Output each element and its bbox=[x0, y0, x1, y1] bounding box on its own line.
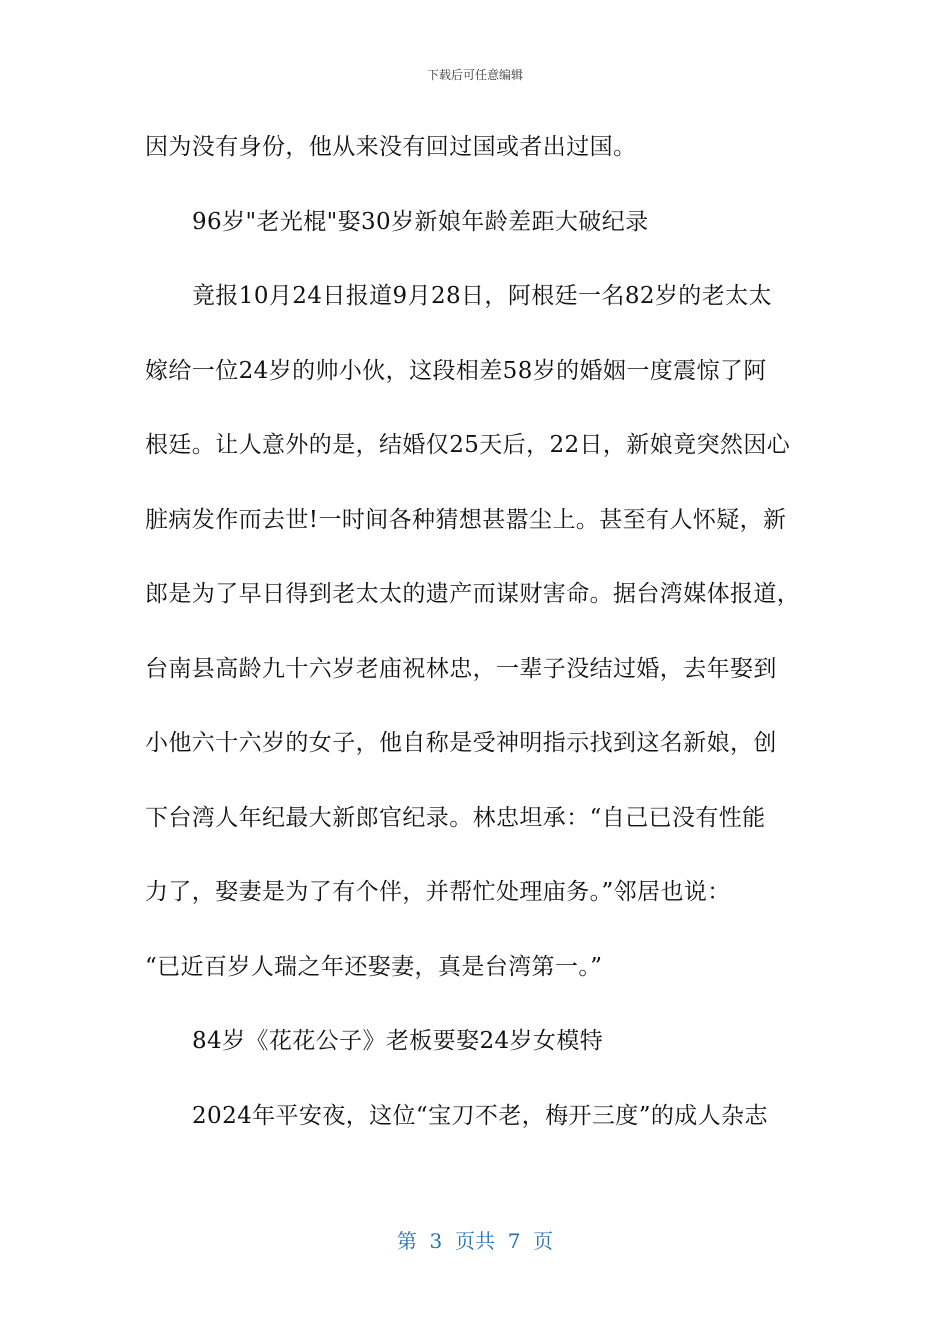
document-body bbox=[145, 120, 810, 1163]
text-line: 下台湾人年纪最大新郎官纪录。林忠坦承：“自己已没有性能 bbox=[145, 804, 766, 831]
text-line: 因为没有身份，他从来没有回过国或者出过国。 bbox=[145, 134, 637, 160]
text-line: “已近百岁人瑞之年还娶妻，真是台湾第一。” bbox=[145, 953, 603, 980]
text-line: 竟报10月24日报道9月28日，阿根廷一名82岁的老太太 bbox=[192, 283, 772, 309]
text-line: 根廷。让人意外的是，结婚仅25天后，22日，新娘竟突然因心 bbox=[145, 432, 791, 458]
text-line: 嫁给一位24岁的帅小伙，这段相差58岁的婚姻一度震惊了阿 bbox=[145, 357, 767, 384]
text-line: 郎是为了早日得到老太太的遗产而谋财害命。据台湾媒体报道， bbox=[145, 581, 801, 607]
text-line: 台南县高龄九十六岁老庙祝林忠，一辈子没结过婚，去年娶到 bbox=[145, 655, 777, 682]
text-line: 力了，娶妻是为了有个伴，并帮忙处理庙务。”邻居也说： bbox=[145, 879, 731, 905]
text-line: 脏病发作而去世!一时间各种猜想甚嚣尘上。甚至有人怀疑，新 bbox=[145, 506, 787, 533]
text-line: 96岁"老光棍"娶30岁新娘年龄差距大破纪录 bbox=[192, 208, 649, 235]
page-header: 下载后可任意编辑 bbox=[426, 68, 523, 82]
page-footer: 第 3 页共 7 页 bbox=[396, 1229, 554, 1253]
text-line: 2024年平安夜，这位“宝刀不老，梅开三度”的成人杂志 bbox=[192, 1102, 768, 1129]
text-line: 小他六十六岁的女子，他自称是受神明指示找到这名新娘，创 bbox=[145, 730, 777, 756]
text-line: 84岁《花花公子》老板要娶24岁女模特 bbox=[192, 1028, 604, 1054]
